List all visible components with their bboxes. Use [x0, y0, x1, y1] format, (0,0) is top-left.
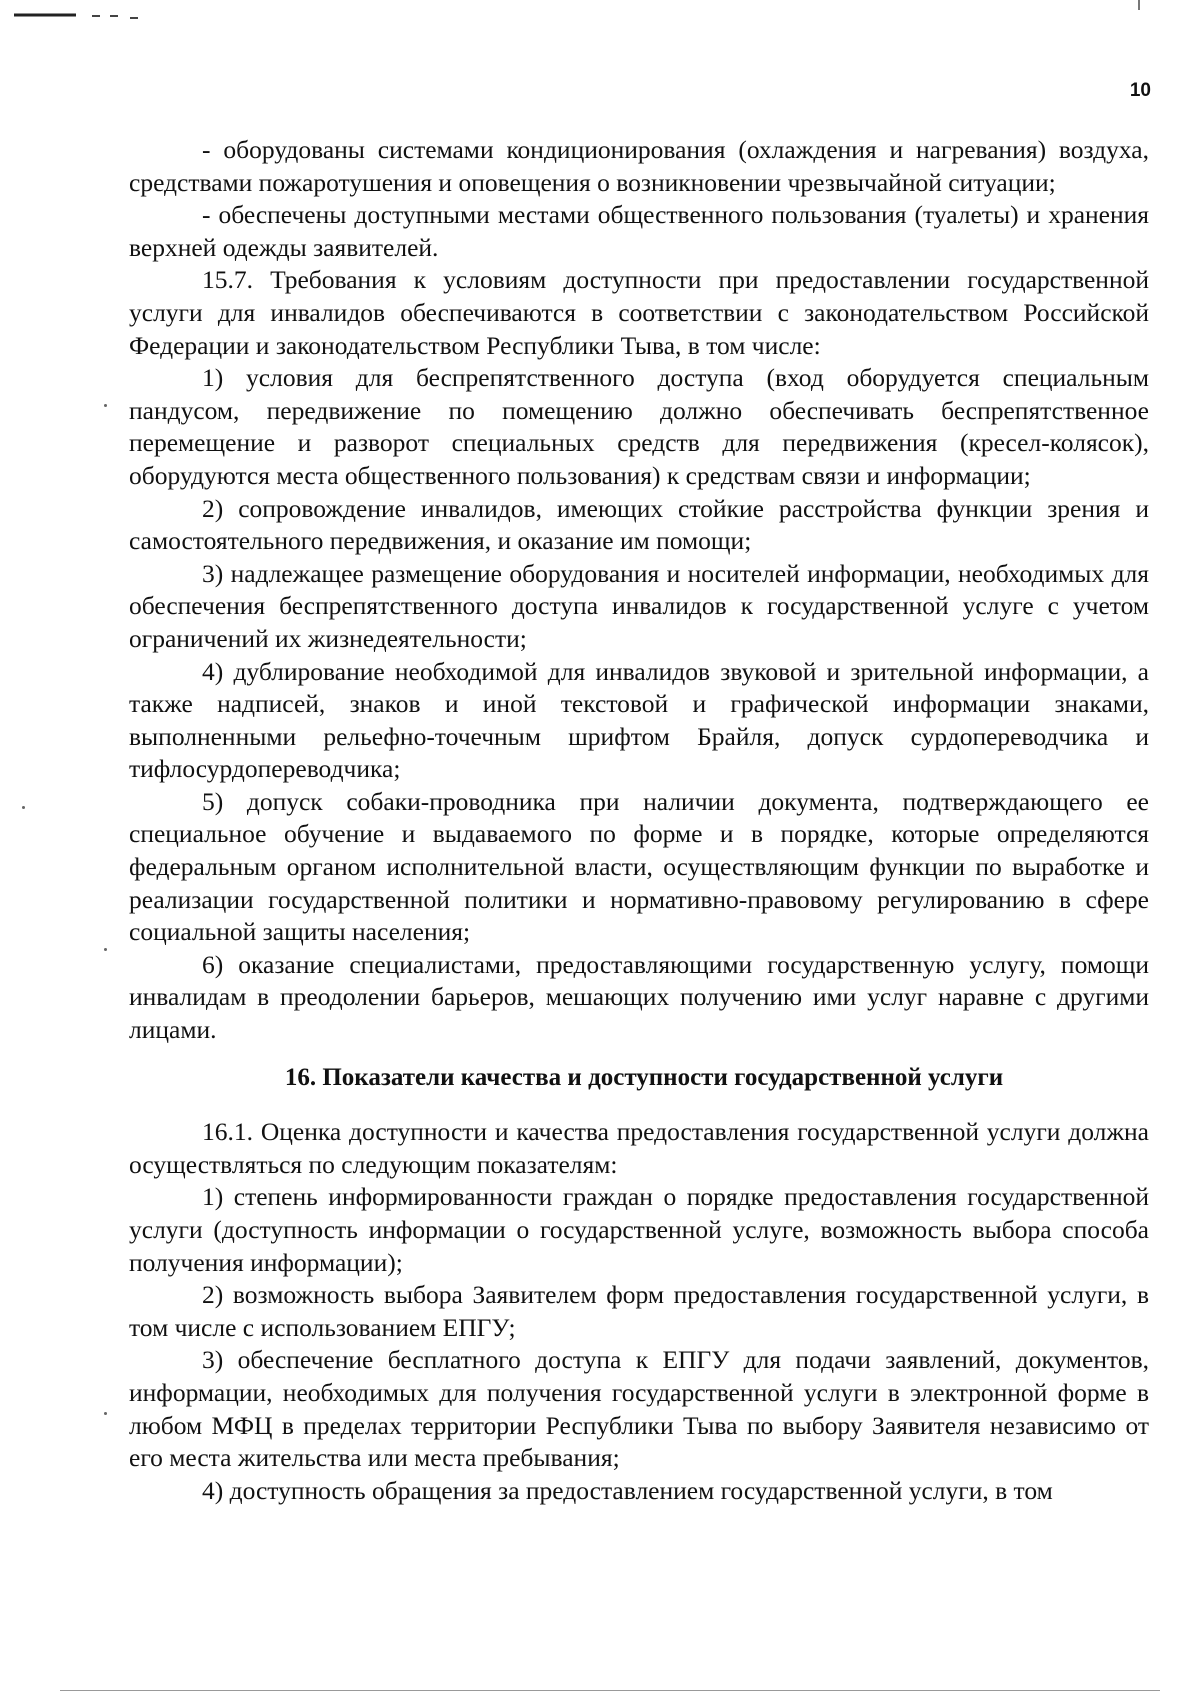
paragraph: 1) степень информированности граждан о порядке предоставления государственной услуги (доступность информации о государственной услуге, возможность выбора способа получения информации); [129, 1182, 1149, 1277]
document-body [129, 134, 1149, 1507]
paragraph: 2) возможность выбора Заявителем форм предоставления государственной услуги, в том числе с использованием ЕПГУ; [129, 1280, 1149, 1342]
paragraph: 3) надлежащее размещение оборудования и носителей информации, необходимых для обеспечения беспрепятственного доступа инвалидов к государственной услуге с учетом ограничений их жизнедеятельности; [129, 558, 1149, 653]
scan-artifact-mark [14, 12, 164, 20]
paragraph: 2) сопровождение инвалидов, имеющих стойкие расстройства функции зрения и самостоятельного передвижения, и оказание им помощи; [129, 493, 1149, 556]
paragraph: 16.1. Оценка доступности и качества предоставления государственной услуги должна осуществляться по следующим показателям: [129, 1117, 1149, 1179]
scan-artifact-dot [104, 404, 107, 407]
paragraph: - обеспечены доступными местами общественного пользования (туалеты) и хранения верхней одежды заявителей. [129, 200, 1149, 262]
paragraph: 5) допуск собаки-проводника при наличии документа, подтверждающего ее специальное обучение и выдаваемого по форме и в порядке, которые определяются федеральным органом исполнительной власти, осуществляющим функции по выработке и реализации государственной политики и нормативно-правовому регулированию в сфере социальной защиты населения; [129, 786, 1149, 947]
section-heading: 16. Показатели качества и доступности государственной услуги [284, 1063, 1004, 1091]
page-number: 10 [1129, 80, 1151, 101]
scan-artifact-dot [104, 948, 107, 951]
paragraph: 15.7. Требования к условиям доступности при предоставлении государственной услуги для инвалидов обеспечиваются в соответствии с законодательством Российской Федерации и законодательством Республики Тыва, в том числе: [129, 265, 1149, 360]
paragraph: 4) дублирование необходимой для инвалидов звуковой и зрительной информации, а также надписей, знаков и иной текстовой и графической информации знаками, выполненными рельефно-точечным шрифтом Брайля, допуск сурдопереводчика и тифлосурдопереводчика; [129, 656, 1149, 784]
scan-artifact-dot [104, 1412, 107, 1415]
scan-artifact-dot [22, 806, 25, 809]
paragraph: 1) условия для беспрепятственного доступа (вход оборудуется специальным пандусом, передвижение по помещению должно обеспечивать беспрепятственное перемещение и разворот специальных средств для передвижения (кресел-колясок), оборудуются места общественного пользования) к средствам связи и информации; [129, 363, 1149, 490]
scan-artifact-tick [1138, 0, 1140, 10]
paragraph: - оборудованы системами кондиционирования (охлаждения и нагревания) воздуха, средствами пожаротушения и оповещения о возникновении чрезвычайной ситуации; [129, 135, 1149, 197]
paragraph: 3) обеспечение бесплатного доступа к ЕПГУ для подачи заявлений, документов, информации, необходимых для получения государственной услуги в электронной форме в любом МФЦ в пределах территории Республики Тыва по выбору Заявителя независимо от его места жительства или места пребывания; [129, 1345, 1149, 1473]
paragraph: 6) оказание специалистами, предоставляющими государственную услугу, помощи инвалидам в преодолении барьеров, мешающих получению ими услуг наравне с другими лицами. [129, 949, 1149, 1045]
scan-bottom-edge [60, 1690, 1160, 1691]
paragraph: 4) доступность обращения за предоставлением государственной услуги, в том [202, 1475, 1053, 1505]
